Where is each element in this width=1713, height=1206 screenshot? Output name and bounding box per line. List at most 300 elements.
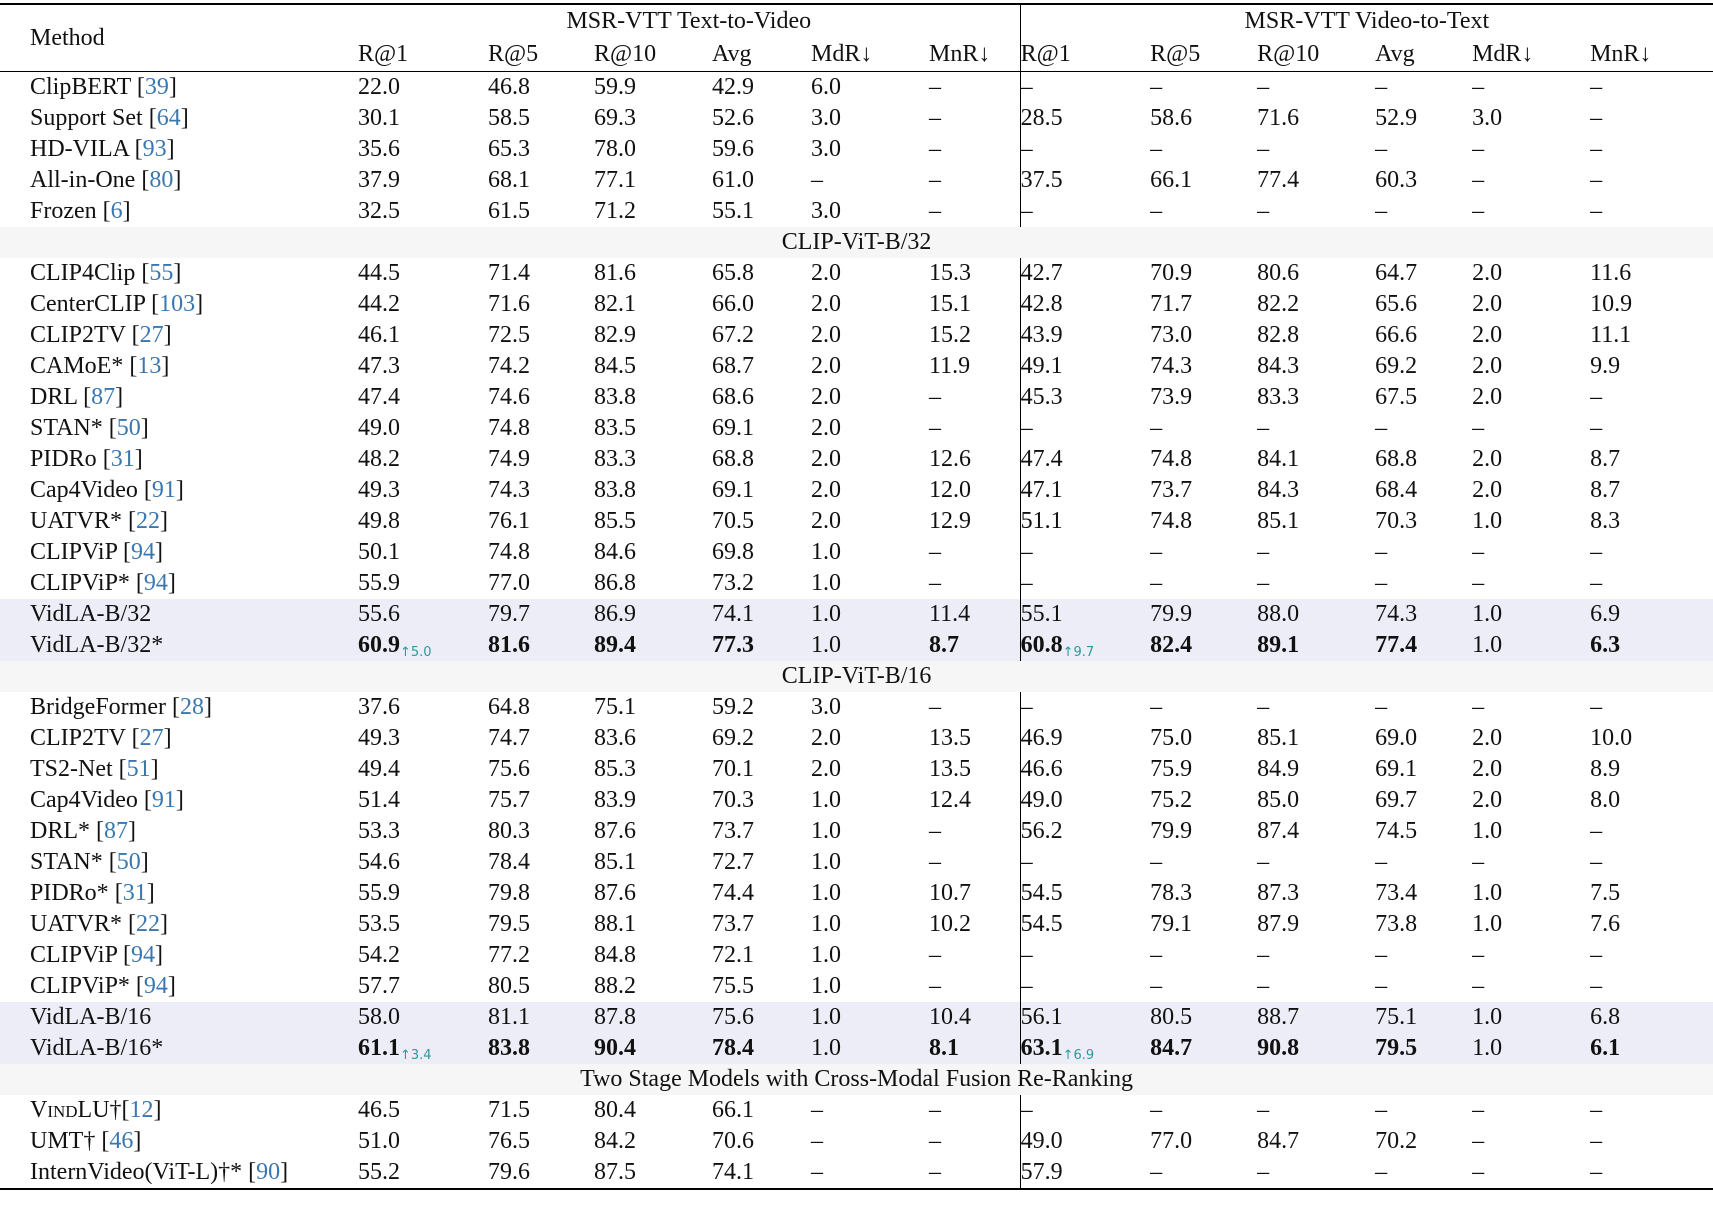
metric-value: 68.6 xyxy=(712,384,754,410)
metric-cell xyxy=(594,72,712,104)
method-header: Method xyxy=(0,4,358,72)
citation-link[interactable]: 80 xyxy=(149,167,174,193)
metric-value: 52.6 xyxy=(712,105,754,131)
table-row xyxy=(0,816,1713,847)
method-cell: CAMoE* [13] xyxy=(30,353,170,379)
metric-cell xyxy=(1150,413,1257,444)
metric-value: 10.0 xyxy=(1590,725,1633,751)
metric-value: 1.0 xyxy=(811,601,841,627)
metric-value: 49.3 xyxy=(358,477,400,503)
metric-cell xyxy=(712,723,811,754)
metric-cell xyxy=(1375,258,1472,289)
metric-value: 44.5 xyxy=(358,260,400,286)
metric-cell xyxy=(1590,1126,1713,1157)
metric-cell xyxy=(1472,444,1590,475)
metric-cell xyxy=(1020,692,1150,723)
metric-cell xyxy=(1257,785,1375,816)
metric-cell xyxy=(1375,134,1472,165)
metric-cell xyxy=(929,506,1020,537)
metric-value: 69.2 xyxy=(1375,353,1418,379)
metric-value: 85.1 xyxy=(1257,725,1300,751)
metric-cell xyxy=(358,692,488,723)
metric-value: 74.8 xyxy=(488,539,530,565)
metric-value: – xyxy=(1375,74,1388,100)
metric-value: – xyxy=(1150,539,1163,565)
metric-cell xyxy=(811,444,929,475)
metric-value: 2.0 xyxy=(811,756,841,782)
v2t-group-header: MSR-VTT Video-to-Text xyxy=(1020,4,1713,38)
metric-value: 83.8 xyxy=(594,477,636,503)
metric-cell xyxy=(1150,754,1257,785)
metric-value: 50.1 xyxy=(358,539,400,565)
table-row xyxy=(0,289,1713,320)
metric-value: 2.0 xyxy=(811,322,841,348)
metric-cell xyxy=(811,1095,929,1126)
citation-link[interactable]: 103 xyxy=(159,291,196,317)
metric-value: – xyxy=(929,539,941,565)
metric-value: 12.6 xyxy=(929,446,971,472)
metric-value: 68.7 xyxy=(712,353,754,379)
metric-cell xyxy=(929,351,1020,382)
citation-link[interactable]: 91 xyxy=(151,787,176,813)
metric-value: 68.4 xyxy=(1375,477,1418,503)
metric-cell xyxy=(1150,723,1257,754)
table-row xyxy=(0,723,1713,754)
metric-value: 54.5 xyxy=(1020,911,1063,937)
metric-value: – xyxy=(1150,570,1163,596)
metric-value: 3.0 xyxy=(811,136,841,162)
metric-cell xyxy=(594,351,712,382)
metric-value: 60.9 xyxy=(358,632,400,658)
metric-value: – xyxy=(1472,74,1485,100)
metric-value: 42.7 xyxy=(1020,260,1063,286)
metric-cell xyxy=(488,1095,594,1126)
method-cell: UATVR* [22] xyxy=(30,911,169,937)
metric-cell xyxy=(358,134,488,165)
metric-cell xyxy=(1472,599,1590,630)
metric-cell xyxy=(1590,692,1713,723)
citation-link[interactable]: 13 xyxy=(137,353,162,379)
metric-cell xyxy=(1472,1033,1590,1064)
metric-cell xyxy=(811,351,929,382)
metric-cell xyxy=(358,754,488,785)
table-row xyxy=(0,444,1713,475)
metric-value: 49.0 xyxy=(1020,787,1063,813)
metric-cell xyxy=(712,816,811,847)
metric-cell xyxy=(358,165,488,196)
method-cell: Cap4Video [91] xyxy=(30,477,184,503)
metric-cell xyxy=(712,258,811,289)
metric-value: 10.7 xyxy=(929,880,971,906)
metric-cell xyxy=(929,72,1020,104)
column-header: MdR↓ xyxy=(811,38,929,72)
metric-value: 66.6 xyxy=(1375,322,1418,348)
table-row xyxy=(0,196,1713,227)
metric-cell xyxy=(594,196,712,227)
metric-cell xyxy=(811,1126,929,1157)
metric-value: 73.0 xyxy=(1150,322,1193,348)
metric-value: 83.5 xyxy=(594,415,636,441)
metric-cell xyxy=(488,1126,594,1157)
metric-value: – xyxy=(1020,539,1033,565)
citation-link[interactable]: 94 xyxy=(143,570,168,596)
metric-value: – xyxy=(1020,942,1033,968)
metric-value: – xyxy=(1020,694,1033,720)
metric-cell xyxy=(1150,165,1257,196)
metric-value: – xyxy=(1472,942,1485,968)
metric-value: 73.9 xyxy=(1150,384,1193,410)
metric-cell xyxy=(1375,1002,1472,1033)
metric-cell xyxy=(929,289,1020,320)
citation-link[interactable]: 31 xyxy=(122,880,147,906)
metric-value: 82.8 xyxy=(1257,322,1300,348)
metric-cell xyxy=(1375,1033,1472,1064)
metric-value: 8.9 xyxy=(1590,756,1621,782)
metric-value: 87.6 xyxy=(594,818,636,844)
method-name: UATVR* xyxy=(30,508,123,534)
metric-cell xyxy=(1020,1095,1150,1126)
metric-value: 49.3 xyxy=(358,725,400,751)
metric-value: 69.3 xyxy=(594,105,636,131)
citation-link[interactable]: 94 xyxy=(131,539,156,565)
method-cell: InternVideo(ViT-L)†* [90] xyxy=(30,1159,289,1185)
metric-cell xyxy=(594,134,712,165)
method-cell: HD-VILA [93] xyxy=(30,136,175,162)
metric-value: 1.0 xyxy=(811,1035,841,1061)
metric-value: – xyxy=(1020,973,1033,999)
metric-value: 2.0 xyxy=(1472,725,1503,751)
metric-cell xyxy=(1257,134,1375,165)
metric-value: – xyxy=(1590,1128,1603,1154)
metric-value: 47.4 xyxy=(358,384,400,410)
metric-cell xyxy=(929,413,1020,444)
metric-cell xyxy=(594,413,712,444)
metric-cell xyxy=(488,475,594,506)
method-name: DRL* xyxy=(30,818,90,844)
metric-value: 2.0 xyxy=(1472,787,1503,813)
metric-cell xyxy=(1590,537,1713,568)
metric-value: 44.2 xyxy=(358,291,400,317)
metric-cell xyxy=(1020,289,1150,320)
metric-cell xyxy=(358,475,488,506)
metric-value: 80.3 xyxy=(488,818,530,844)
metric-cell xyxy=(1020,630,1150,661)
metric-value: – xyxy=(929,973,941,999)
metric-cell xyxy=(811,878,929,909)
metric-cell xyxy=(1590,1002,1713,1033)
metric-value: 80.5 xyxy=(488,973,530,999)
metric-value: 86.8 xyxy=(594,570,636,596)
metric-cell xyxy=(488,754,594,785)
metric-cell xyxy=(1257,692,1375,723)
metric-cell xyxy=(488,351,594,382)
metric-value: – xyxy=(1257,198,1270,224)
metric-value: 2.0 xyxy=(1472,260,1503,286)
metric-cell xyxy=(1590,475,1713,506)
metric-value: – xyxy=(1257,973,1270,999)
citation-link[interactable]: 27 xyxy=(139,322,164,348)
metric-cell xyxy=(594,320,712,351)
metric-cell xyxy=(1375,1095,1472,1126)
metric-cell xyxy=(358,382,488,413)
metric-cell xyxy=(1257,599,1375,630)
metric-value: – xyxy=(929,167,941,193)
method-cell: CLIPViP [94] xyxy=(30,942,164,968)
metric-cell xyxy=(811,506,929,537)
metric-value: 84.3 xyxy=(1257,353,1300,379)
metric-value: 6.9 xyxy=(1590,601,1621,627)
metric-value: – xyxy=(1375,942,1388,968)
metric-value: 82.4 xyxy=(1150,632,1193,658)
citation-link[interactable]: 87 xyxy=(104,818,128,844)
method-cell: CenterCLIP [103] xyxy=(30,291,204,317)
metric-cell xyxy=(1020,382,1150,413)
metric-cell xyxy=(1150,72,1257,104)
metric-cell xyxy=(1590,444,1713,475)
metric-cell xyxy=(1375,289,1472,320)
metric-cell xyxy=(1590,1095,1713,1126)
metric-value: 83.8 xyxy=(594,384,636,410)
metric-value: 70.5 xyxy=(712,508,754,534)
metric-value: 73.7 xyxy=(712,911,754,937)
table-row xyxy=(0,382,1713,413)
metric-cell xyxy=(1472,909,1590,940)
citation-link[interactable]: 91 xyxy=(151,477,176,503)
metric-value: 84.8 xyxy=(594,942,636,968)
metric-cell xyxy=(1257,723,1375,754)
metric-cell xyxy=(358,1002,488,1033)
metric-cell xyxy=(1150,351,1257,382)
metric-value: – xyxy=(1150,136,1163,162)
metric-value: – xyxy=(1257,570,1270,596)
metric-value: 83.3 xyxy=(594,446,636,472)
metric-cell xyxy=(358,444,488,475)
citation-link[interactable]: 22 xyxy=(136,508,161,534)
metric-cell xyxy=(594,444,712,475)
metric-value: 37.5 xyxy=(1020,167,1063,193)
metric-value: – xyxy=(1020,415,1033,441)
metric-cell xyxy=(594,785,712,816)
metric-cell xyxy=(1257,940,1375,971)
metric-value: 76.1 xyxy=(488,508,530,534)
metric-cell xyxy=(1257,506,1375,537)
metric-value: 79.9 xyxy=(1150,601,1193,627)
metric-value: – xyxy=(929,1128,941,1154)
metric-cell xyxy=(1375,816,1472,847)
metric-cell xyxy=(488,506,594,537)
metric-value: – xyxy=(929,74,941,100)
metric-value: – xyxy=(1590,415,1603,441)
improvement-delta: ↑5.0 xyxy=(400,645,432,660)
metric-value: 85.3 xyxy=(594,756,636,782)
metric-value: 88.7 xyxy=(1257,1004,1300,1030)
metric-cell xyxy=(811,568,929,599)
citation-link[interactable]: 50 xyxy=(116,415,141,441)
metric-value: 57.9 xyxy=(1020,1159,1063,1185)
metric-value: 9.9 xyxy=(1590,353,1621,379)
metric-cell xyxy=(488,692,594,723)
metric-value: 89.1 xyxy=(1257,632,1300,658)
citation-link[interactable]: 94 xyxy=(131,942,156,968)
metric-cell xyxy=(1020,475,1150,506)
metric-value: – xyxy=(1472,849,1485,875)
metric-value: – xyxy=(1257,74,1270,100)
metric-cell xyxy=(1150,785,1257,816)
metric-value: – xyxy=(811,1128,823,1154)
citation-link[interactable]: 46 xyxy=(109,1128,134,1154)
citation-link[interactable]: 55 xyxy=(149,260,174,286)
metric-value: 70.2 xyxy=(1375,1128,1418,1154)
metric-value: – xyxy=(1020,849,1033,875)
metric-cell xyxy=(1375,630,1472,661)
metric-cell xyxy=(1150,1157,1257,1189)
metric-value: 2.0 xyxy=(811,291,841,317)
metric-cell xyxy=(929,940,1020,971)
metric-cell xyxy=(1375,320,1472,351)
metric-cell xyxy=(1020,506,1150,537)
metric-value: 74.6 xyxy=(488,384,530,410)
metric-cell xyxy=(712,382,811,413)
metric-value: 77.0 xyxy=(1150,1128,1193,1154)
citation-link[interactable]: 90 xyxy=(256,1159,281,1185)
metric-cell xyxy=(929,847,1020,878)
metric-value: 1.0 xyxy=(811,1004,841,1030)
metric-value: 84.2 xyxy=(594,1128,636,1154)
metric-cell xyxy=(712,475,811,506)
metric-value: 2.0 xyxy=(1472,384,1503,410)
citation-link[interactable]: 39 xyxy=(144,74,169,100)
citation-link[interactable]: 12 xyxy=(129,1097,154,1123)
results-table-figure xyxy=(0,3,1713,1190)
metric-value: 79.1 xyxy=(1150,911,1193,937)
metric-value: 88.1 xyxy=(594,911,636,937)
table-row xyxy=(0,351,1713,382)
method-name: VidLA-B/16 xyxy=(30,1004,152,1030)
method-cell: Cap4Video [91] xyxy=(30,787,184,813)
method-name: CLIP4Clip xyxy=(30,260,136,286)
metric-value: 79.7 xyxy=(488,601,530,627)
metric-cell xyxy=(1472,692,1590,723)
citation-link[interactable]: 87 xyxy=(91,384,116,410)
metric-value: 54.2 xyxy=(358,942,400,968)
citation-link[interactable]: 50 xyxy=(116,849,141,875)
metric-value: 84.9 xyxy=(1257,756,1300,782)
metric-cell xyxy=(1472,1002,1590,1033)
metric-value: 47.3 xyxy=(358,353,400,379)
citation-link[interactable]: 31 xyxy=(110,446,135,472)
metric-cell xyxy=(1150,506,1257,537)
metric-cell xyxy=(358,320,488,351)
method-cell: STAN* [50] xyxy=(30,849,149,875)
metric-value: 59.2 xyxy=(712,694,754,720)
method-cell: CLIPViP [94] xyxy=(30,539,164,565)
metric-cell xyxy=(594,1095,712,1126)
method-cell xyxy=(0,1002,358,1033)
metric-cell xyxy=(488,444,594,475)
metric-cell xyxy=(712,1033,811,1064)
metric-cell xyxy=(811,1002,929,1033)
citation-link[interactable]: 22 xyxy=(136,911,161,937)
metric-cell xyxy=(1150,1002,1257,1033)
metric-value: 8.7 xyxy=(1590,477,1621,503)
metric-cell xyxy=(594,1157,712,1189)
metric-value: 2.0 xyxy=(811,415,841,441)
metric-value: 80.4 xyxy=(594,1097,636,1123)
metric-value: 65.6 xyxy=(1375,291,1418,317)
metric-cell xyxy=(1150,103,1257,134)
metric-value: – xyxy=(1472,1128,1485,1154)
metric-cell xyxy=(811,72,929,104)
metric-value: – xyxy=(1150,849,1163,875)
metric-value: 61.1 xyxy=(358,1035,400,1061)
metric-cell xyxy=(712,1002,811,1033)
citation-link[interactable]: 28 xyxy=(179,694,204,720)
metric-value: 22.0 xyxy=(358,74,400,100)
metric-cell xyxy=(1020,1033,1150,1064)
metric-cell xyxy=(488,134,594,165)
table-row xyxy=(0,847,1713,878)
metric-cell xyxy=(712,1157,811,1189)
metric-value: – xyxy=(1590,942,1603,968)
metric-cell xyxy=(594,258,712,289)
metric-value: 65.8 xyxy=(712,260,754,286)
table-row xyxy=(0,103,1713,134)
metric-value: 51.4 xyxy=(358,787,400,813)
citation-link[interactable]: 6 xyxy=(110,198,123,224)
metric-cell xyxy=(358,1095,488,1126)
metric-cell xyxy=(929,692,1020,723)
metric-cell xyxy=(929,1126,1020,1157)
metric-value: 60.3 xyxy=(1375,167,1418,193)
citation-link[interactable]: 94 xyxy=(143,973,168,999)
method-name: UATVR* xyxy=(30,911,123,937)
metric-cell xyxy=(1590,382,1713,413)
metric-cell xyxy=(1257,382,1375,413)
metric-value: 8.0 xyxy=(1590,787,1621,813)
metric-value: – xyxy=(1375,136,1388,162)
metric-cell xyxy=(1590,785,1713,816)
metric-cell xyxy=(1150,196,1257,227)
method-cell: CLIP2TV [27] xyxy=(30,322,172,348)
metric-value: 72.5 xyxy=(488,322,530,348)
method-cell: VindLU†[12] xyxy=(30,1097,162,1123)
metric-cell xyxy=(1472,72,1590,104)
metric-value: – xyxy=(1150,1097,1163,1123)
metric-value: 85.1 xyxy=(594,849,636,875)
citation-link[interactable]: 27 xyxy=(139,725,164,751)
metric-cell xyxy=(1472,196,1590,227)
method-cell: TS2-Net [51] xyxy=(30,756,159,782)
metric-cell xyxy=(1590,940,1713,971)
metric-cell xyxy=(929,165,1020,196)
column-header: Avg xyxy=(712,38,811,72)
table-row xyxy=(0,785,1713,816)
citation-link[interactable]: 93 xyxy=(142,136,167,162)
metric-cell xyxy=(1150,382,1257,413)
metric-cell xyxy=(488,320,594,351)
metric-value: – xyxy=(1257,136,1270,162)
metric-value: 83.9 xyxy=(594,787,636,813)
citation-link[interactable]: 64 xyxy=(156,105,181,131)
metric-cell xyxy=(929,816,1020,847)
metric-cell xyxy=(1472,1095,1590,1126)
metric-value: – xyxy=(1590,1097,1603,1123)
metric-cell xyxy=(1020,165,1150,196)
citation-link[interactable]: 51 xyxy=(126,756,151,782)
metric-value: – xyxy=(1590,849,1603,875)
metric-cell xyxy=(811,103,929,134)
metric-value: 6.0 xyxy=(811,74,841,100)
